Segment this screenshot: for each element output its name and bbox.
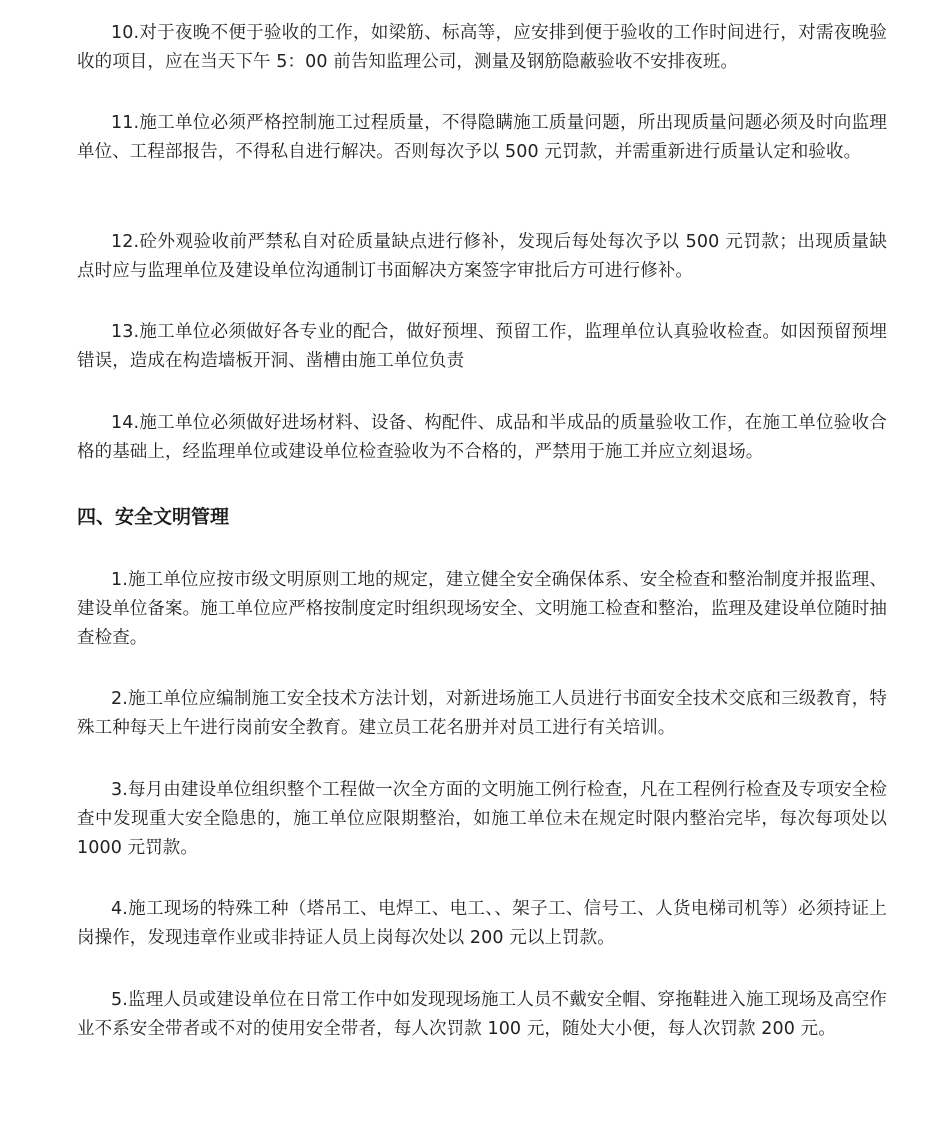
paragraph-item-14: 14.施工单位必须做好进场材料、设备、构配件、成品和半成品的质量验收工作，在施工单位验收合格的基础上，经监理单位或建设单位检查验收为不合格的，严禁用于施工并应立刻退场。 <box>77 413 887 462</box>
section-heading: 四、安全文明管理 <box>77 506 230 528</box>
paragraph-item-1: 1.施工单位应按市级文明原则工地的规定，建立健全安全确保体系、安全检查和整治制度并报监理、建设单位备案。施工单位应严格按制度定时组织现场安全、文明施工检查和整治，监理及建设单位随时抽查检查。 <box>77 570 887 648</box>
paragraph-item-12: 12.砼外观验收前严禁私自对砼质量缺点进行修补，发现后每处每次予以 500 元罚款；出现质量缺点时应与监理单位及建设单位沟通制订书面解决方案签字审批后方可进行修补。 <box>77 232 887 281</box>
paragraph-item-5: 5.监理人员或建设单位在日常工作中如发现现场施工人员不戴安全帽、穿拖鞋进入施工现场及高空作业不系安全带者或不对的使用安全带者，每人次罚款 100 元，随处大小便，每人次罚款 200 元。 <box>77 990 887 1039</box>
paragraph-item-3: 3.每月由建设单位组织整个工程做一次全方面的文明施工例行检查，凡在工程例行检查及专项安全检查中发现重大安全隐患的，施工单位应限期整治，如施工单位未在规定时限内整治完毕，每次每项处以 1000 元罚款。 <box>77 780 887 858</box>
paragraph-item-4: 4.施工现场的特殊工种（塔吊工、电焊工、电工、、架子工、信号工、人货电梯司机等）必须持证上岗操作，发现违章作业或非持证人员上岗每次处以 200 元以上罚款。 <box>77 899 887 948</box>
paragraph-item-13: 13.施工单位必须做好各专业的配合，做好预埋、预留工作，监理单位认真验收检查。如因预留预埋错误，造成在构造墙板开洞、凿槽由施工单位负责 <box>77 322 887 371</box>
paragraph-item-2: 2.施工单位应编制施工安全技术方法计划，对新进场施工人员进行书面安全技术交底和三级教育，特殊工种每天上午进行岗前安全教育。建立员工花名册并对员工进行有关培训。 <box>77 689 887 738</box>
paragraph-item-11: 11.施工单位必须严格控制施工过程质量，不得隐瞒施工质量问题，所出现质量问题必须及时向监理单位、工程部报告，不得私自进行解决。否则每次予以 500 元罚款，并需重新进行质量认定和验收。 <box>77 113 887 162</box>
paragraph-item-10: 10.对于夜晚不便于验收的工作，如梁筋、标高等，应安排到便于验收的工作时间进行，对需夜晚验收的项目，应在当天下午 5：00 前告知监理公司，测量及钢筋隐蔽验收不安排夜班。 <box>77 23 887 72</box>
